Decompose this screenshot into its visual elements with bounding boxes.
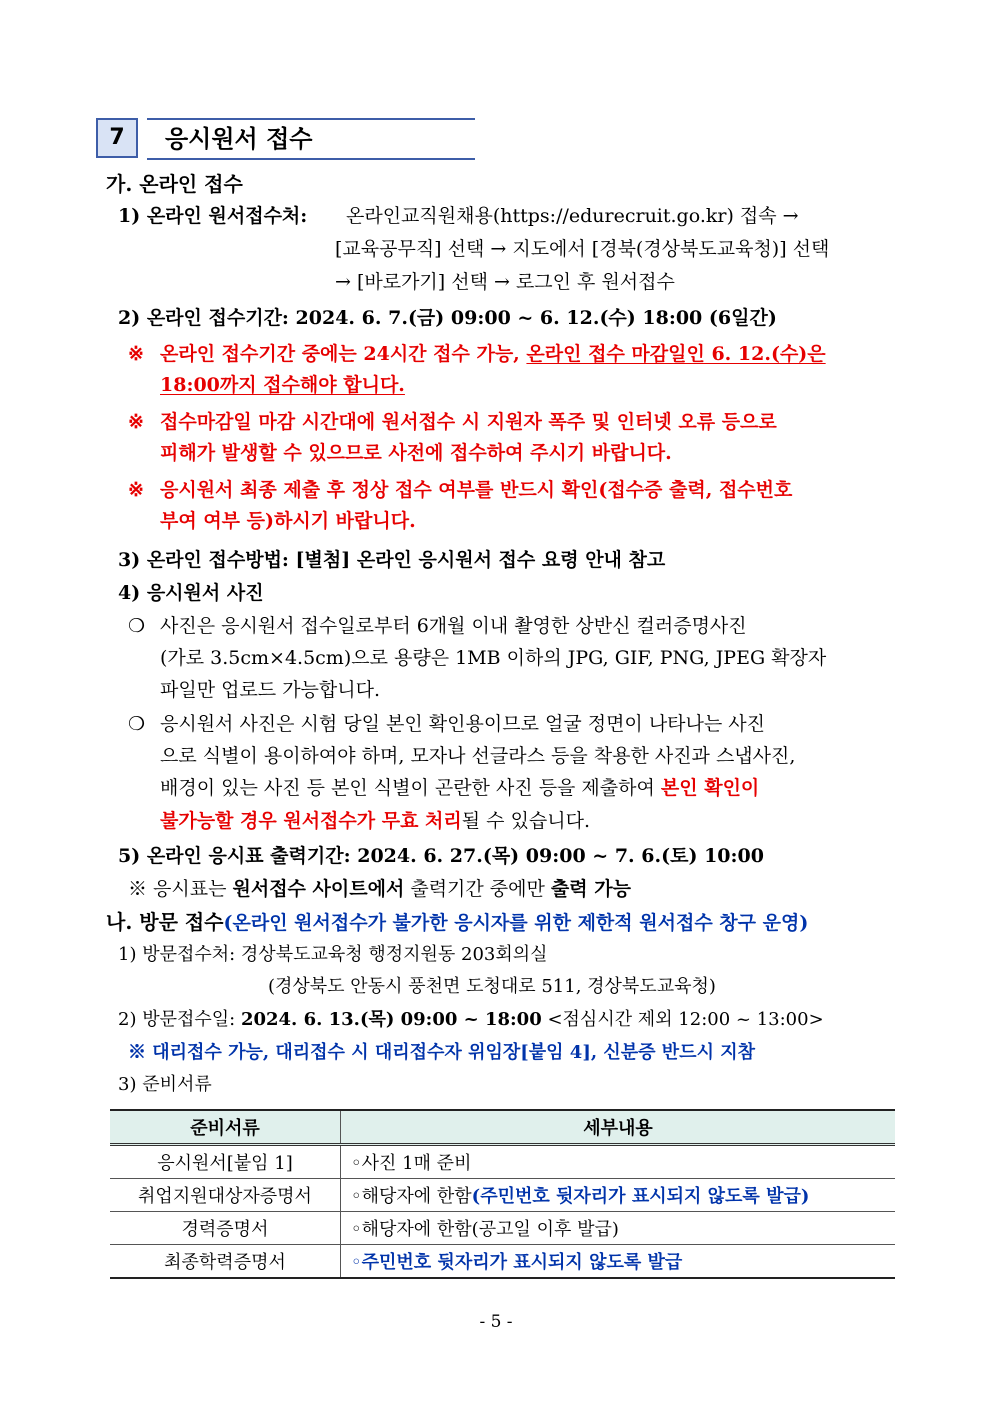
photo-heading: 4) 응시원서 사진 <box>118 582 264 604</box>
doc-name: 응시원서[붙임 1] <box>110 1145 341 1179</box>
online-method: 3) 온라인 접수방법: [별첨] 온라인 응시원서 접수 요령 안내 참고 <box>118 549 666 571</box>
documents-table <box>110 1109 895 1279</box>
visit-place: 1) 방문접수처: 경상북도교육청 행정지원동 203회의실 <box>118 944 548 965</box>
table-row <box>110 1212 895 1245</box>
photo2-line4 <box>160 805 590 837</box>
note3-line2: 부여 여부 등)하시기 바랍니다. <box>160 510 416 532</box>
section-title: 응시원서 접수 <box>147 118 475 160</box>
photo2-line1: 응시원서 사진은 시험 당일 본인 확인용이므로 얼굴 정면이 나타나는 사진 <box>160 713 765 735</box>
docs-heading: 3) 준비서류 <box>118 1074 212 1095</box>
photo1-line1: 사진은 응시원서 접수일로부터 6개월 이내 촬영한 상반신 컬러증명사진 <box>160 615 747 637</box>
online-site-line2: [교육공무직] 선택 → 지도에서 [경북(경상북도교육청)] 선택 <box>335 238 830 260</box>
photo2-line3a: 배경이 있는 사진 등 본인 식별이 곤란한 사진 등을 제출하여 <box>160 777 661 799</box>
ticket-note-p3: 출력기간 중에만 <box>404 878 551 900</box>
circle-bullet-icon: ❍ <box>128 615 146 637</box>
visit-address: (경상북도 안동시 풍천면 도청대로 511, 경상북도교육청) <box>268 976 716 997</box>
heading-online: 가. 온라인 접수 <box>106 172 243 196</box>
visit-heading-text: 나. 방문 접수 <box>106 910 224 934</box>
doc-detail: ◦해당자에 한함(공고일 이후 발급) <box>341 1212 896 1245</box>
online-site-line3: → [바로가기] 선택 → 로그인 후 원서접수 <box>335 271 675 293</box>
photo2-line3b: 본인 확인이 <box>660 777 760 799</box>
table-row <box>110 1179 895 1212</box>
note-symbol: ※ <box>128 343 144 365</box>
ticket-note-p2: 원서접수 사이트에서 <box>232 878 405 900</box>
doc-detail: ◦사진 1매 준비 <box>341 1145 896 1179</box>
online-period: 2) 온라인 접수기간: 2024. 6. 7.(금) 09:00 ~ 6. 12.(수) 18:00 (6일간) <box>118 307 777 329</box>
note-symbol: ※ <box>128 479 144 501</box>
doc-detail-highlight: (주민번호 뒷자리가 표시되지 않도록 발급) <box>471 1186 810 1207</box>
ticket-note-p4: 출력 가능 <box>550 878 631 900</box>
heading-visit <box>106 906 808 939</box>
table-row <box>110 1145 895 1179</box>
page-number: - 5 - <box>479 1312 513 1332</box>
header-docs: 준비서류 <box>110 1110 341 1145</box>
photo2-line4a: 불가능할 경우 원서접수가 무효 처리 <box>160 810 462 832</box>
note1-line1 <box>160 338 826 370</box>
visit-lunch: <점심시간 제외 12:00 ~ 13:00> <box>541 1009 824 1030</box>
photo1-line3: 파일만 업로드 가능합니다. <box>160 679 381 701</box>
doc-detail-highlight: ◦주민번호 뒷자리가 표시되지 않도록 발급 <box>351 1252 683 1273</box>
doc-detail <box>341 1245 896 1279</box>
ticket-note-p1: ※ 응시표는 <box>128 878 233 900</box>
doc-name: 최종학력증명서 <box>110 1245 341 1279</box>
note1-part1: 온라인 접수기간 중에는 24시간 접수 가능, <box>160 343 527 365</box>
table-header-row <box>110 1110 895 1145</box>
visit-date-value: 2024. 6. 13.(목) 09:00 ~ 18:00 <box>240 1009 542 1030</box>
note2-line2: 피해가 발생할 수 있으므로 사전에 접수하여 주시기 바랍니다. <box>160 442 672 464</box>
visit-date <box>118 1005 824 1035</box>
photo2-line4b: 될 수 있습니다. <box>461 810 591 832</box>
photo2-line2: 으로 식별이 용이하여야 하며, 모자나 선글라스 등을 착용한 사진과 스냅사진, <box>160 745 796 767</box>
section-number: 7 <box>96 118 138 158</box>
online-site-label: 1) 온라인 원서접수처: <box>118 205 308 227</box>
note3-line1: 응시원서 최종 제출 후 정상 접수 여부를 반드시 확인(접수증 출력, 접수번호 <box>160 479 793 501</box>
note1-part2: 온라인 접수 마감일인 6. 12.(수)은 <box>526 343 826 365</box>
note2-line1: 접수마감일 마감 시간대에 원서접수 시 지원자 폭주 및 인터넷 오류 등으로 <box>160 411 777 433</box>
table-row <box>110 1245 895 1279</box>
note-symbol: ※ <box>128 411 144 433</box>
note1-part3: 18:00까지 접수해야 합니다. <box>160 374 405 396</box>
proxy-note: ※ 대리접수 가능, 대리접수 시 대리접수자 위임장[붙임 4], 신분증 반드시 지참 <box>128 1042 756 1063</box>
doc-detail: ◦해당자에 한함(주민번호 뒷자리가 표시되지 않도록 발급) <box>341 1179 896 1212</box>
photo2-line3 <box>160 772 759 804</box>
ticket-note <box>128 873 631 905</box>
header-details: 세부내용 <box>341 1110 896 1145</box>
ticket-period: 5) 온라인 응시표 출력기간: 2024. 6. 27.(목) 09:00 ~ 7. 6.(토) 10:00 <box>118 845 764 867</box>
visit-date-label: 2) 방문접수일: <box>118 1009 241 1030</box>
doc-name: 취업지원대상자증명서 <box>110 1179 341 1212</box>
visit-heading-note: (온라인 원서접수가 불가한 응시자를 위한 제한적 원서접수 창구 운영) <box>223 912 809 934</box>
photo1-line2: (가로 3.5cm×4.5cm)으로 용량은 1MB 이하의 JPG, GIF, PNG, JPEG 확장자 <box>160 647 827 669</box>
online-site-line1: 온라인교직원채용(https://edurecruit.go.kr) 접속 → <box>346 205 799 227</box>
circle-bullet-icon: ❍ <box>128 713 146 735</box>
doc-name: 경력증명서 <box>110 1212 341 1245</box>
